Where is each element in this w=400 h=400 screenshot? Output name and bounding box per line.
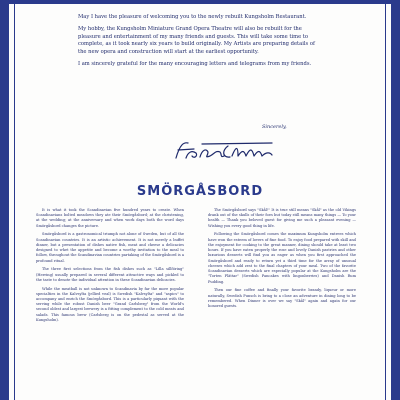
letter-signoff: Sincerely, — [262, 124, 287, 130]
left-paragraph: While the meatball is not unknown to Scandinavia by far the more popular specialties in the Kalvsylta (jellied veal) is Swedish "Kalvsylta" and "aspics" to accompany and enrich the Smörgåsbord. This is a particularly piquant with the serving while the robust Danish beer "Grand Carlsberg" from the World's second oldest and largest brewery is a fitting complement to the cold meats and salads. This famous brew (Carlsberg is on the pedestal as served at the Kungsholm). — [36, 286, 184, 322]
welcome-letter — [78, 14, 318, 73]
right-paragraph: Following the Smörgåsbord comes the maximum Kungsholm entrees which have won the esteem of lovers of fine food. To enjoy food prepared with skill and the enjoyment for cooking to the great manner, dining should take at least two hours. If you have eaten properly the rose and lovely Danish pastries and other luxurious desserts will find you as eager as when you first approached the Smörgåsbord and ready to return yet a third time for the array of unusual cheeses which add zest to the final chapters of your meal. Two of the favorite Scandinavian desserts which are especially popular at the Kungsholm are the "Torten Plättar" (Swedish Pancakes with lingonberries) and Danish Rum Pudding. — [208, 232, 356, 284]
handwritten-signature — [172, 138, 284, 164]
right-paragraph: Then our fine coffee and finally your favorite brandy, liqueur or more naturally, Swedish Punsch is bring to a close an adventure in dining long to be remembered. When Dinner is over we say "Skål" again and again for our honored guests. — [208, 288, 356, 308]
letter-paragraph-thanks: I am sincerely grateful for the many encouraging letters and telegrams from my friends. — [78, 60, 312, 67]
left-paragraph: Smörgåsbord is a gastronomical triumph not alone of Sweden, but of all the Scandinavian countries. It is an artistic achievement. It is not merely a buffet dinner, but a presentation of dishes native fish, meat and cheese a delicacies designed to whet the appetite and become a worthy invitation to the meal to follow, throughout the Scandinavian countries partaking of the Smörgåsbord is a profound ritual. — [36, 232, 184, 263]
left-paragraph: The three first selections from the fish dishes such as "Lilla sillföring" (Herring) usually prepared in several different attractive ways and pickled to the taste to denote the individual attention in these Scandinavian delicacies. — [36, 267, 184, 282]
letter-paragraph-welcome: May I have the pleasure of welcoming you to the newly rebuilt Kungsholm Restaurant. — [78, 14, 307, 20]
letter-paragraph-hobby: My hobby, the Kungsholm Miniature Grand Opera Theatre will also be rebuilt for the pleasure and entertainment of my many friends and guests. This will take some time to complete, as it took nearly six years to build originally. My Artists are preparing details of the new opera and construction will start at the earliest opportunity. — [78, 26, 315, 55]
article-right-column — [208, 208, 356, 313]
left-paragraph: It is what it took the Scandinavian five hundred years to create. When Scandinavians bolted meadows they ate their Smörgåsbord; at the christening, at the wedding; at the anniversary and when work days both the word days Smörgåsbord changes the picture. — [36, 208, 184, 228]
right-paragraph: The Smörgåsbord says "Skål!" It is true still means "Skål" as the old Vikings drank out of the skulls of their foes but today still means many things — To your health — Thank you beloved guest for giving me such a pleasant evening — Wishing you every good thing in life. — [208, 208, 356, 228]
section-heading-smorgasbord: SMÖRGÅSBORD — [136, 184, 264, 199]
article-left-column — [36, 208, 184, 327]
